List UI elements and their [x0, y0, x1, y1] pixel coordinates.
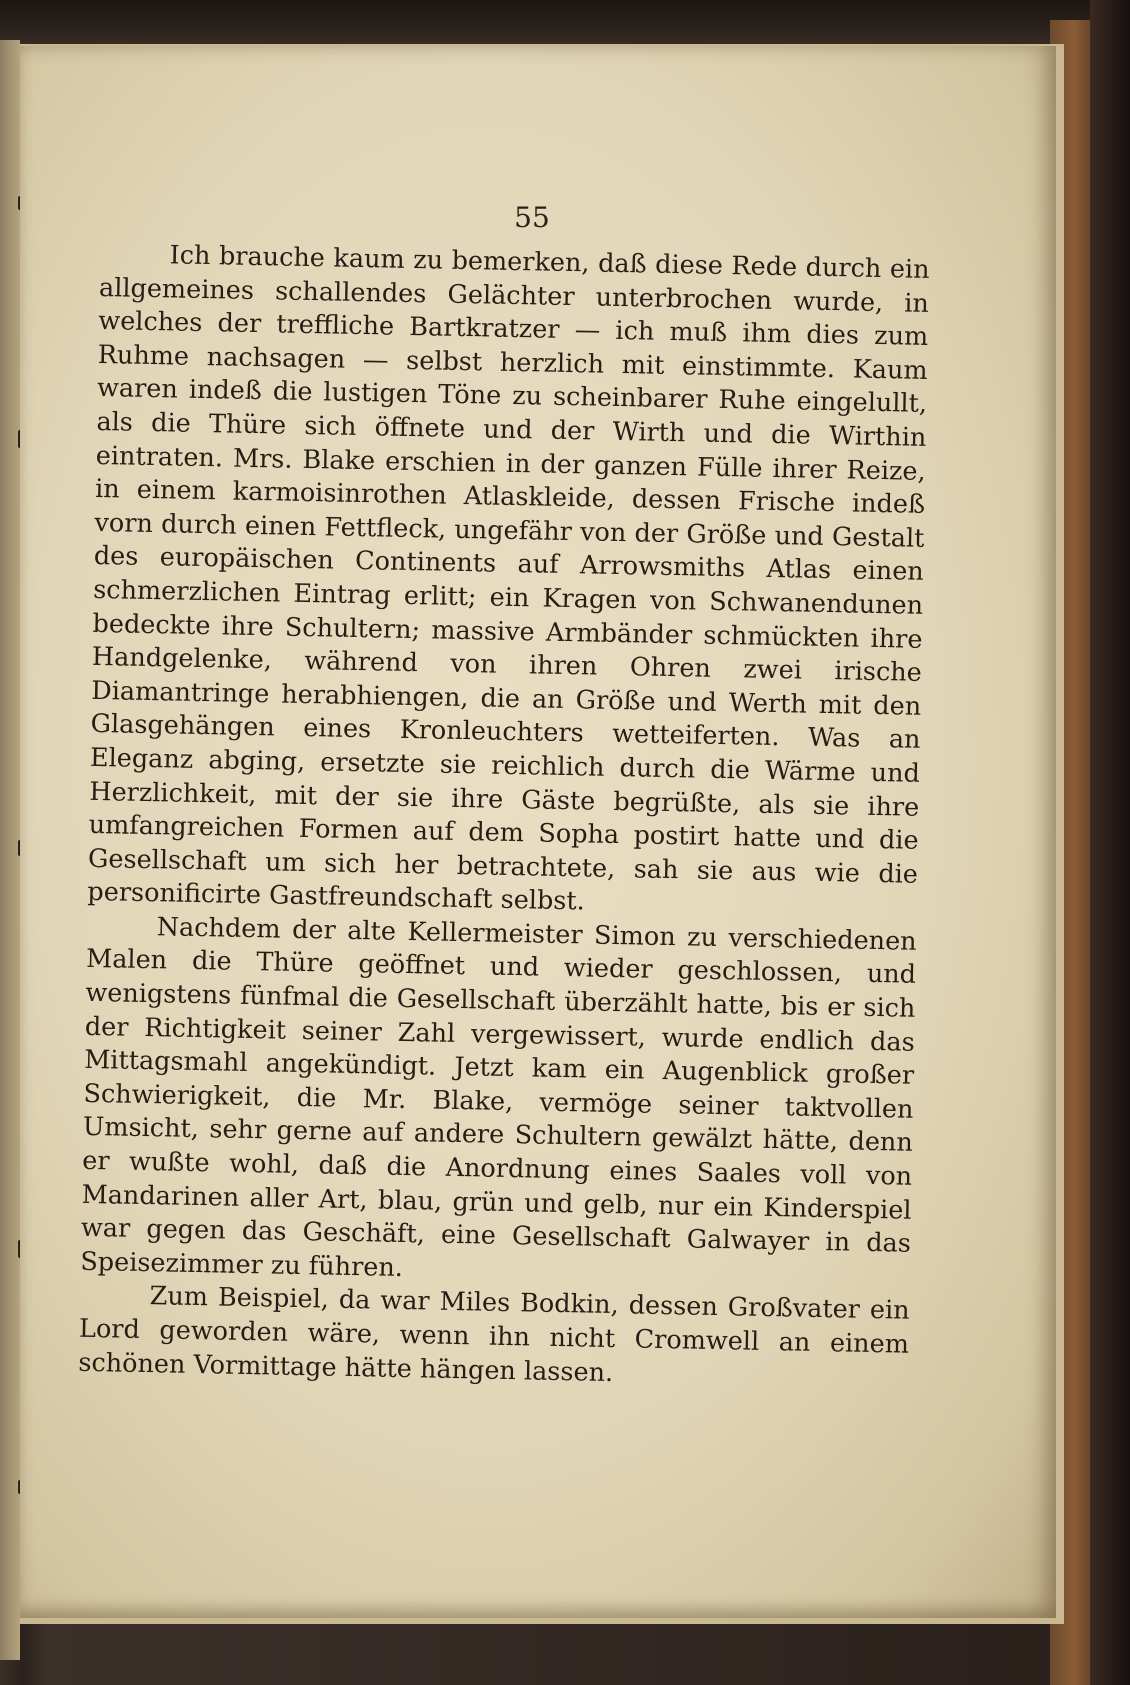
book-binding-top: [0, 0, 1130, 48]
book-cover-shadow: [1090, 0, 1130, 1685]
page-number: 55: [514, 201, 550, 234]
previous-page-edge: [0, 40, 20, 1660]
book-page: [20, 46, 1056, 1618]
paragraph: Ich brauche kaum zu bemerken, daß diese Rede durch ein allgemeines schallendes Gelächter unterbrochen wurde, in welches der treffliche Bartkratzer — ich muß ihm dies zum Ruhme nachsagen — selbst herzlich mit einstimmte. Kaum waren indeß die lustigen Töne zu scheinbarer Ruhe eingelullt, als die Thüre sich öffnete und der Wirth und die Wirthin eintraten. Mrs. Blake erschien in der ganzen Fülle ihrer Reize, in einem karmoisinrothen Atlaskleide, dessen Frische indeß vorn durch einen Fettfleck, ungefähr von der Größe und Gestalt des europäischen Continents auf Arrowsmiths Atlas einen schmerzlichen Eintrag erlitt; ein Kragen von Schwanendunen bedeckte ihre Schultern; massive Armbänder schmückten ihre Handgelenke, während von ihren Ohren zwei irische Diamantringe herabhiengen, die an Größe und Werth mit den Glasgehängen eines Kronleuchters wetteiferten. Was an Eleganz abging, ersetzte sie reichlich durch die Wärme und Herzlichkeit, mit der sie ihre Gäste begrüßte, als sie ihre umfangreichen Formen auf dem Sopha postirt hatte und die Gesellschaft um sich her betrachtete, sah sie aus wie die personificirte Gastfreundschaft selbst.: [87, 240, 930, 917]
paragraph: Nachdem der alte Kellermeister Simon zu verschiedenen Malen die Thüre geöffnet und wieder geschlossen, und wenigstens fünfmal die Gesellschaft überzählt hatte, bis er sich der Richtigkeit seiner Zahl vergewissert, wurde endlich das Mittagsmahl angekündigt. Jetzt kam ein Augenblick großer Schwierigkeit, die Mr. Blake, vermöge seiner taktvollen Umsicht, sehr gerne auf andere Schultern gewälzt hätte, denn er wußte wohl, daß die Anordnung eines Saales voll von Mandarinen aller Art, blau, grün und gelb, nur ein Kinderspiel war gegen das Geschäft, eine Gesellschaft Galwayer in das Speisezimmer zu führen.: [80, 912, 917, 1283]
paragraph: Zum Beispiel, da war Miles Bodkin, dessen Großvater ein Lord geworden wäre, wenn ihn nicht Cromwell an einem schönen Vormittage hätte hängen lassen.: [78, 1281, 910, 1388]
page-body: [78, 238, 930, 1396]
